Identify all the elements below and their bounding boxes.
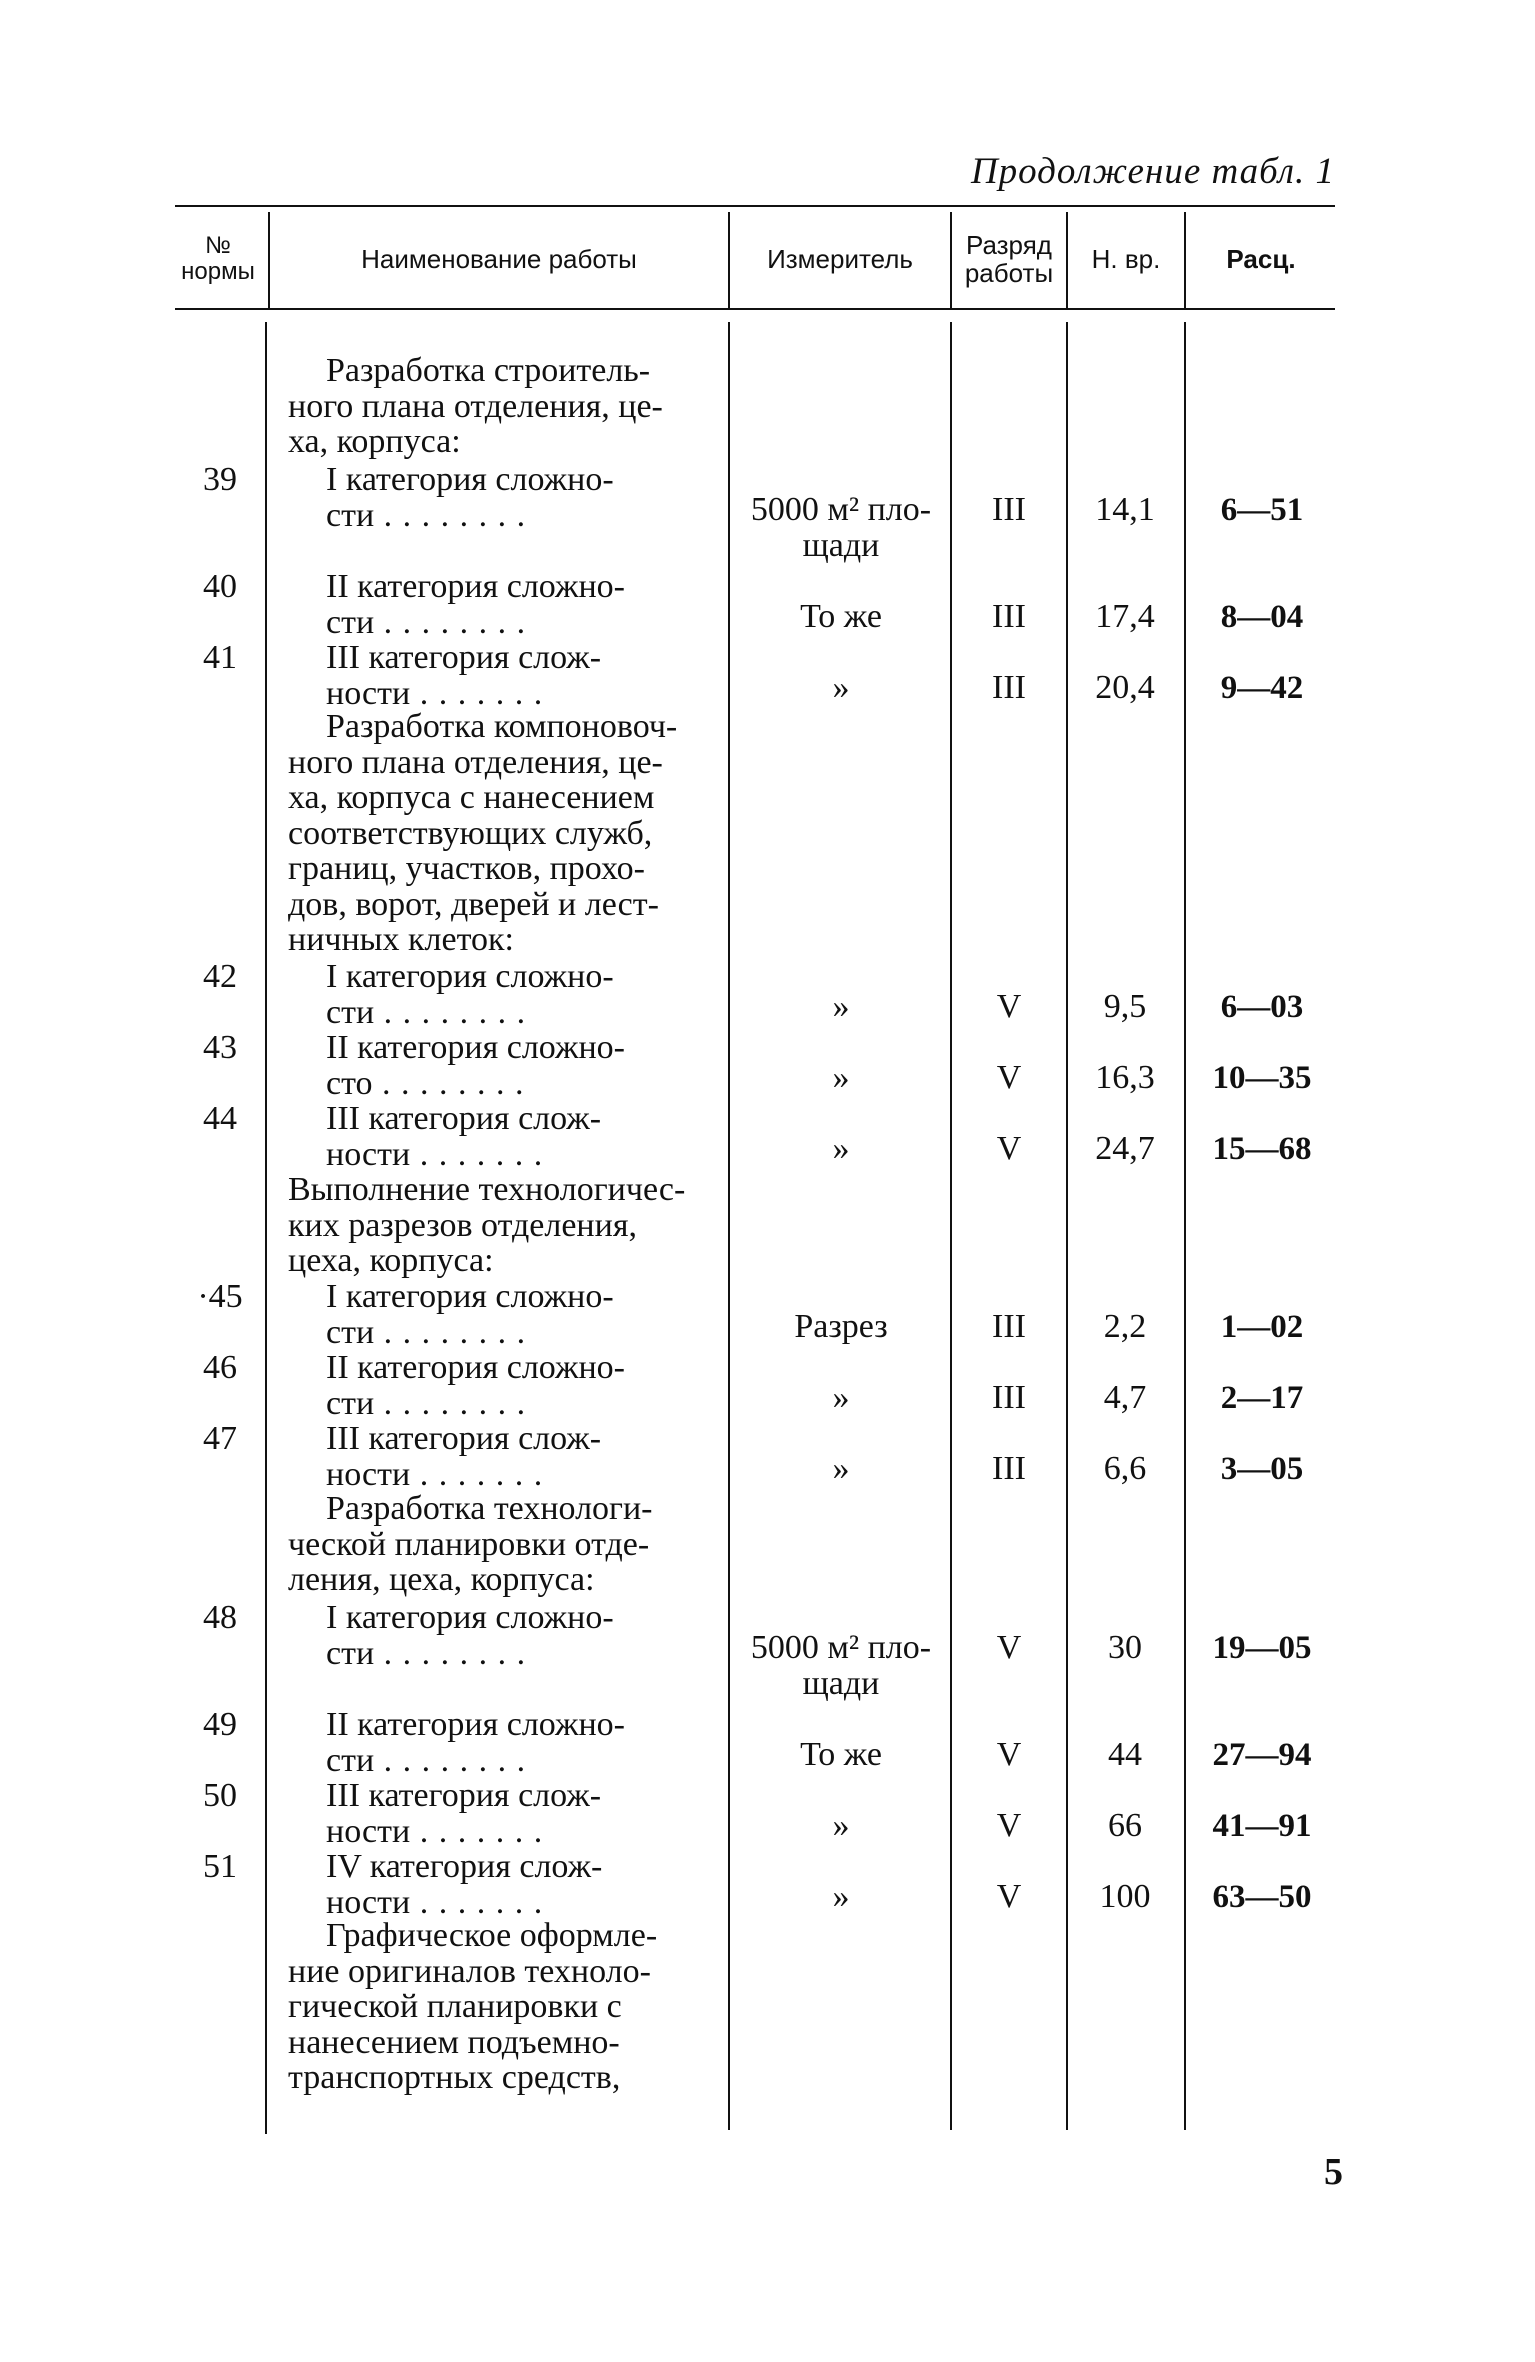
group-heading: Выполнение технологичес- ких разрезов отделения, цеха, корпуса: bbox=[288, 1171, 686, 1279]
norm-number: 47 bbox=[203, 1420, 237, 1457]
unit-cell: » bbox=[832, 669, 850, 706]
unit-cell: 5000 м² пло- щади bbox=[750, 491, 932, 564]
work-description: III категория слож- ности . . . bbox=[288, 640, 716, 711]
rate-cell: 10—35 bbox=[1212, 1060, 1312, 1096]
grade-cell: III bbox=[992, 669, 1026, 706]
work-description: I категория сложно- сти . . . bbox=[288, 462, 716, 533]
rate-cell: 19—05 bbox=[1212, 1630, 1312, 1666]
header-norm-number: № нормы bbox=[181, 232, 255, 285]
time-cell: 4,7 bbox=[1103, 1379, 1147, 1416]
unit-cell: » bbox=[832, 988, 850, 1025]
work-description: II категория сложно- сти . . . bbox=[288, 1707, 716, 1778]
rate-cell: 1—02 bbox=[1220, 1309, 1304, 1345]
time-cell: 14,1 bbox=[1095, 491, 1155, 528]
unit-cell: » bbox=[832, 1130, 850, 1167]
table-header-rule bbox=[175, 308, 1335, 310]
work-description: II категория сложно- сти . . . bbox=[288, 1350, 716, 1421]
time-cell: 24,7 bbox=[1095, 1130, 1155, 1167]
unit-cell: » bbox=[832, 1878, 850, 1915]
grade-cell: III bbox=[992, 491, 1026, 528]
grade-cell: V bbox=[996, 988, 1022, 1025]
work-description: II категория сложно- сто . . . bbox=[288, 1030, 716, 1101]
norm-number: 42 bbox=[203, 958, 237, 995]
norm-number: ·45 bbox=[197, 1278, 243, 1315]
work-description: III категория слож- ности . . . bbox=[288, 1421, 716, 1492]
rate-cell: 6—03 bbox=[1220, 989, 1304, 1025]
grade-cell: V bbox=[996, 1629, 1022, 1666]
table-top-rule bbox=[175, 205, 1335, 207]
rate-cell: 6—51 bbox=[1220, 492, 1304, 528]
group-heading: Разработка компоновоч- ного плана отделения, це- ха, корпуса с нанесением соответствующих служб, границ, участков, прохо- дов, ворот, дверей и лест- ничных клеток: bbox=[288, 708, 678, 958]
norm-number: 51 bbox=[203, 1848, 237, 1885]
page-number: 5 bbox=[1324, 2151, 1343, 2193]
group-heading: Графическое оформле- ние оригиналов техноло- гической планировки с нанесением подъемно- транспортных средств, bbox=[288, 1917, 658, 2096]
grade-cell: III bbox=[992, 1450, 1026, 1487]
time-cell: 6,6 bbox=[1103, 1450, 1147, 1487]
work-description: I категория сложно- сти . . . bbox=[288, 959, 716, 1030]
norm-number: 44 bbox=[203, 1100, 237, 1137]
unit-cell: » bbox=[832, 1059, 850, 1096]
column-divider bbox=[950, 322, 952, 2130]
header-grade: Разряд работы bbox=[964, 230, 1054, 288]
grade-cell: III bbox=[992, 598, 1026, 635]
unit-cell: То же bbox=[800, 1736, 882, 1773]
grade-cell: V bbox=[996, 1059, 1022, 1096]
norm-number: 39 bbox=[203, 461, 237, 498]
work-description: IV категория слож- ности . . . bbox=[288, 1849, 716, 1920]
time-cell: 16,3 bbox=[1095, 1059, 1155, 1096]
header-norm-time: Н. вр. bbox=[1091, 244, 1161, 274]
grade-cell: V bbox=[996, 1130, 1022, 1167]
rate-cell: 8—04 bbox=[1220, 599, 1304, 635]
norm-number: 43 bbox=[203, 1029, 237, 1066]
norm-number: 48 bbox=[203, 1599, 237, 1636]
table-caption: Продолжение табл. 1 bbox=[970, 151, 1335, 192]
work-description: III категория слож- ности . . . bbox=[288, 1778, 716, 1849]
group-heading: Разработка технологи- ческой планировки отде- ления, цеха, корпуса: bbox=[288, 1490, 653, 1598]
work-description: III категория слож- ности . . . bbox=[288, 1101, 716, 1172]
column-divider bbox=[1184, 322, 1186, 2130]
rate-cell: 2—17 bbox=[1220, 1380, 1304, 1416]
rate-cell: 27—94 bbox=[1212, 1737, 1312, 1773]
time-cell: 9,5 bbox=[1103, 988, 1147, 1025]
grade-cell: V bbox=[996, 1736, 1022, 1773]
column-divider bbox=[728, 322, 730, 2130]
norm-number: 49 bbox=[203, 1706, 237, 1743]
unit-cell: 5000 м² пло- щади bbox=[750, 1629, 932, 1702]
grade-cell: III bbox=[992, 1379, 1026, 1416]
unit-cell: » bbox=[832, 1807, 850, 1844]
grade-cell: III bbox=[992, 1308, 1026, 1345]
unit-cell: Разрез bbox=[794, 1308, 888, 1345]
rate-cell: 41—91 bbox=[1212, 1808, 1312, 1844]
time-cell: 100 bbox=[1099, 1878, 1151, 1915]
time-cell: 44 bbox=[1108, 1736, 1142, 1773]
time-cell: 2,2 bbox=[1103, 1308, 1147, 1345]
rate-cell: 63—50 bbox=[1212, 1879, 1312, 1915]
header-work-name: Наименование работы bbox=[361, 244, 637, 274]
rate-cell: 9—42 bbox=[1220, 670, 1304, 706]
column-divider bbox=[1066, 322, 1068, 2130]
norm-number: 50 bbox=[203, 1777, 237, 1814]
unit-cell: То же bbox=[800, 598, 882, 635]
work-description: I категория сложно- сти . . . bbox=[288, 1600, 716, 1671]
norm-number: 40 bbox=[203, 568, 237, 605]
time-cell: 17,4 bbox=[1095, 598, 1155, 635]
time-cell: 66 bbox=[1108, 1807, 1142, 1844]
time-cell: 30 bbox=[1108, 1629, 1142, 1666]
header-rate: Расц. bbox=[1226, 244, 1296, 274]
unit-cell: » bbox=[832, 1379, 850, 1416]
time-cell: 20,4 bbox=[1095, 669, 1155, 706]
group-heading: Разработка строитель- ного плана отделения, це- ха, корпуса: bbox=[288, 352, 663, 460]
grade-cell: V bbox=[996, 1807, 1022, 1844]
norm-number: 46 bbox=[203, 1349, 237, 1386]
grade-cell: V bbox=[996, 1878, 1022, 1915]
rate-cell: 15—68 bbox=[1212, 1131, 1312, 1167]
rate-cell: 3—05 bbox=[1220, 1451, 1304, 1487]
header-unit: Измеритель bbox=[767, 244, 913, 274]
norm-number: 41 bbox=[203, 639, 237, 676]
unit-cell: » bbox=[832, 1450, 850, 1487]
work-description: I категория сложно- сти . . . bbox=[288, 1279, 716, 1350]
work-description: II категория сложно- сти . . . bbox=[288, 569, 716, 640]
